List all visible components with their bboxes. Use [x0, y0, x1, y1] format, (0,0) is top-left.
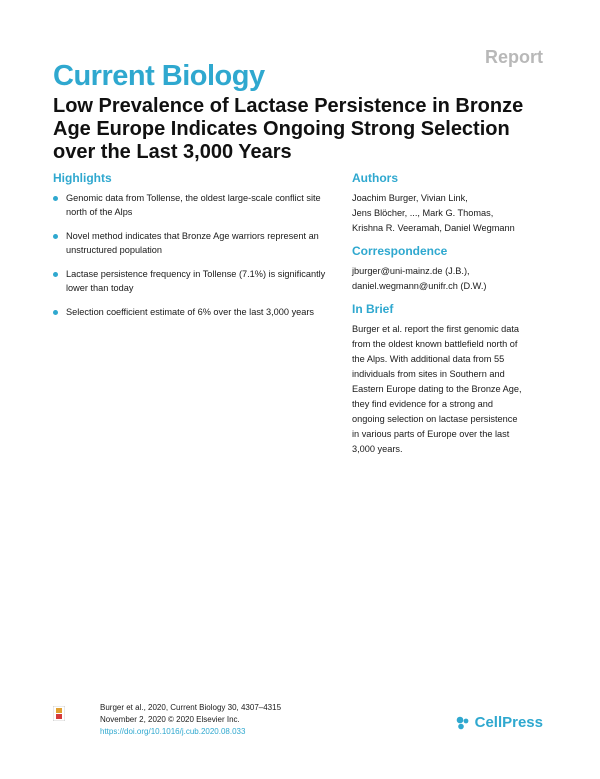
cellpress-logo[interactable]: [455, 714, 543, 731]
authors-list: [352, 191, 552, 236]
in-brief-line: in various parts of Europe over the last: [352, 429, 510, 439]
highlight-text: Selection coefficient estimate of 6% over the last 3,000 years: [66, 307, 315, 317]
highlights-list: [53, 191, 343, 319]
correspondence-list: [352, 264, 552, 294]
bullet-icon: [53, 196, 58, 201]
highlight-text: Genomic data from Tollense, the oldest large-scale conflict site north of the Alps: [66, 193, 321, 217]
article-title: Low Prevalence of Lactase Persistence in Bronze Age Europe Indicates Ongoing Strong Selection over the Last 3,000 Years: [53, 95, 524, 163]
authors-heading: Authors: [352, 171, 398, 185]
highlight-item: [53, 229, 343, 257]
cellpress-icon: [455, 715, 471, 731]
highlight-item: [53, 267, 343, 295]
journal-name: Current Biology: [53, 60, 265, 92]
authors-line: Joachim Burger, Vivian Link,: [352, 193, 468, 203]
in-brief-line: individuals from sites in Southern and: [352, 369, 505, 379]
in-brief-line: 3,000 years.: [352, 444, 403, 454]
highlight-item: [53, 191, 343, 219]
email-link[interactable]: jburger@uni-mainz.de (J.B.),: [352, 266, 470, 276]
citation-footer: [100, 702, 281, 738]
authors-line: Krishna R. Veeramah, Daniel Wegmann: [352, 223, 515, 233]
crossmark-icon[interactable]: [53, 706, 65, 721]
correspondence-heading: Correspondence: [352, 244, 448, 258]
highlight-item: [53, 305, 343, 319]
email-link[interactable]: daniel.wegmann@unifr.ch (D.W.): [352, 281, 487, 291]
bullet-icon: [53, 310, 58, 315]
highlight-text: Novel method indicates that Bronze Age warriors represent an unstructured population: [66, 231, 319, 255]
bullet-icon: [53, 234, 58, 239]
in-brief-heading: In Brief: [352, 302, 394, 316]
highlights-section: [53, 170, 343, 329]
in-brief-line: Eastern Europe dating to the Bronze Age,: [352, 384, 522, 394]
in-brief-line: the Alps. With additional data from 55: [352, 354, 505, 364]
in-brief-text: [352, 322, 552, 457]
date-line: November 2, 2020 © 2020 Elsevier Inc.: [100, 715, 240, 724]
highlight-text: Lactase persistence frequency in Tollense (7.1%) is significantly lower than today: [66, 269, 326, 293]
authors-line: Jens Blöcher, ..., Mark G. Thomas,: [352, 208, 494, 218]
sidebar-info: [352, 170, 552, 464]
in-brief-line: ongoing selection on lactase persistence: [352, 414, 518, 424]
doi-link[interactable]: https://doi.org/10.1016/j.cub.2020.08.033: [100, 727, 246, 736]
citation-line: Burger et al., 2020, Current Biology 30, 4307–4315: [100, 703, 282, 712]
in-brief-line: they find evidence for a strong and: [352, 399, 493, 409]
cellpress-wordmark: CellPress: [474, 714, 543, 731]
bullet-icon: [53, 272, 58, 277]
in-brief-line: from the oldest known battlefield north of: [352, 339, 518, 349]
article-type-label: Report: [485, 47, 543, 67]
in-brief-line: Burger et al. report the first genomic data: [352, 324, 519, 334]
highlights-heading: Highlights: [53, 171, 112, 185]
